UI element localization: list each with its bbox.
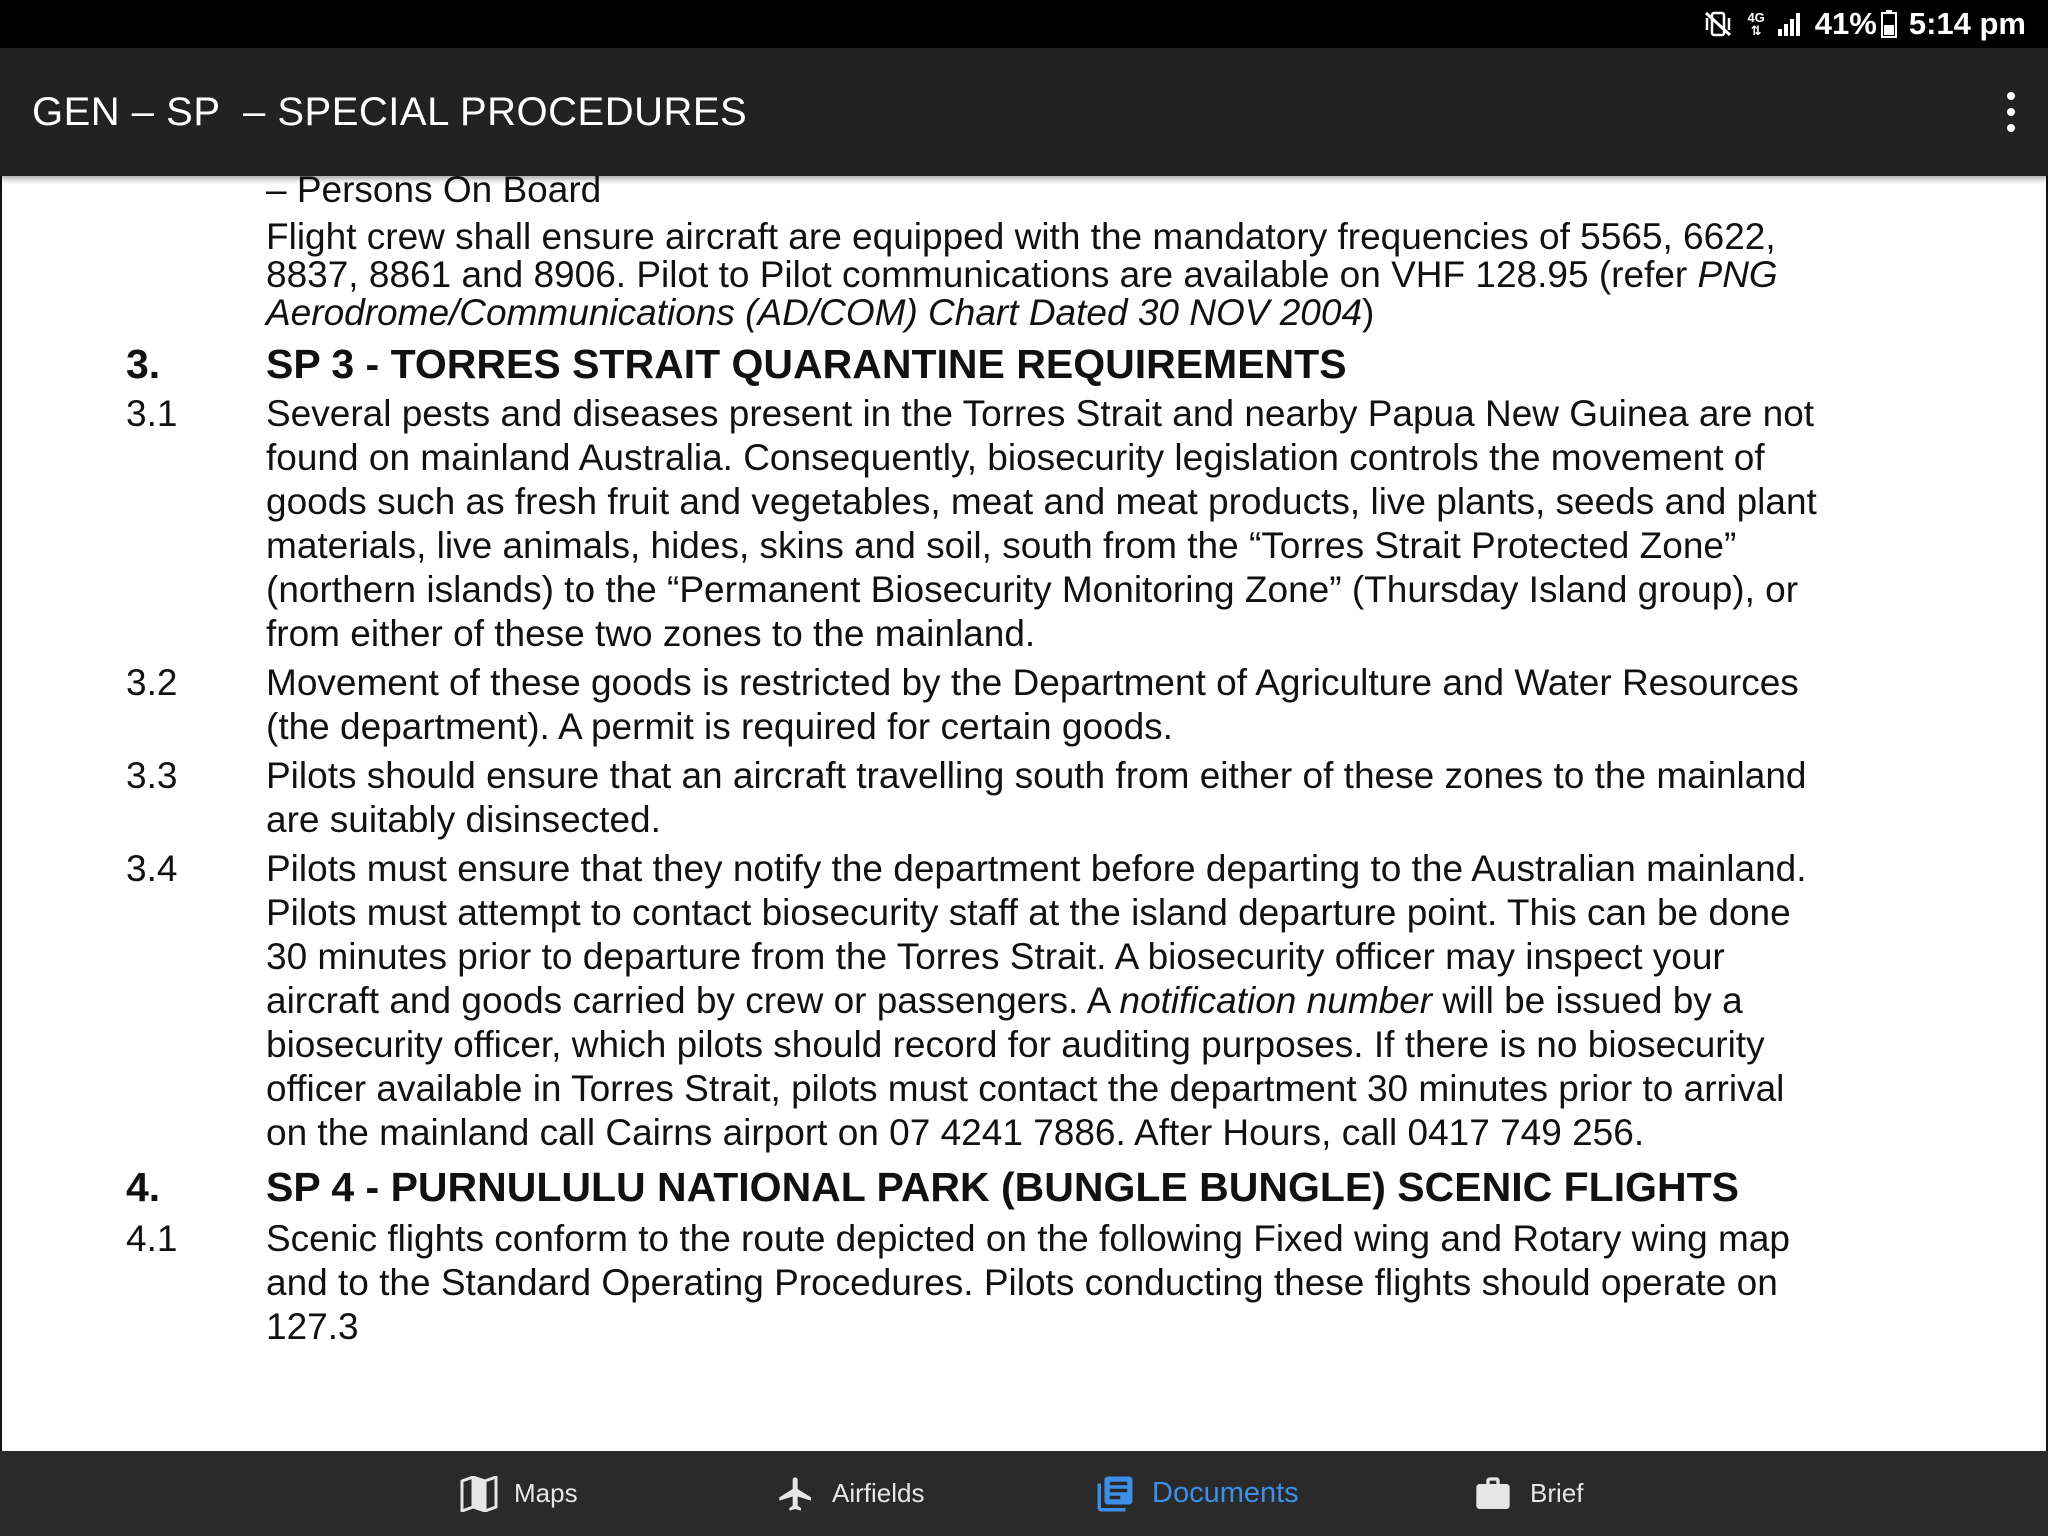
nav-brief[interactable] [1472, 1451, 1583, 1536]
nav-label: Brief [1530, 1478, 1584, 1508]
section-number: 3. [126, 341, 161, 387]
chart-reference: PNG Aerodrome/Communications (AD/COM) Chart Dated 30 NOV 2004 [266, 254, 1778, 333]
paragraph-text: Flight crew shall ensure aircraft are equipped with the mandatory frequencies of 5565, 6622, 8837, 8861 and 8906. Pilot to Pilot communications are available on VHF 128.95 (refer [266, 216, 1776, 295]
section-title: SP 4 - PURNULULU NATIONAL PARK (BUNGLE BUNGLE) SCENIC FLIGHTS [266, 1164, 1739, 1210]
paragraph-end: ) [1362, 292, 1375, 333]
document-viewer[interactable] [0, 176, 2048, 1451]
paragraph [2, 661, 2046, 749]
paragraph-text: Several pests and diseases present in the Torres Strait and nearby Papua New Guinea are not found on mainland Australia. Consequently, biosecurity legislation controls the movement of goods such as fresh fruit and vegetables, meat and meat products, live plants, seeds and plant materials, live animals, hides, skins and soil, south from the “Torres Strait Protected Zone” (northern islands) to the “Permanent Biosecurity Monitoring Zone” (Thursday Island group), or from either of these two zones to the mainland. [266, 393, 1817, 654]
paragraph [2, 392, 2046, 656]
signal-icon [1777, 11, 1803, 37]
more-vert-dot [2007, 124, 2015, 132]
documents-icon [1094, 1473, 1136, 1515]
document-page [2, 176, 2046, 1349]
briefcase-icon [1472, 1474, 1514, 1514]
paragraph-text [266, 847, 1826, 1155]
paragraph-number: 4.1 [126, 1218, 178, 1259]
section-number: 4. [126, 1164, 161, 1210]
battery-percent: 41% [1814, 6, 1877, 41]
mute-vibrate-icon [1703, 10, 1733, 38]
nav-label: Maps [514, 1478, 578, 1508]
paragraph-number: 3.4 [126, 848, 178, 889]
paragraph-text-part: Pilots must ensure that they notify the department before departing to the Australian mainland. Pilots must attempt to contact biosecurity staff at the island departure point. This can be done 30 minutes prior to departure from the Torres Strait. A biosecurity officer may inspect your aircraft and goods carried by crew or passengers. A [266, 848, 1807, 1021]
more-vert-dot [2007, 108, 2015, 116]
section-heading [2, 1163, 2046, 1211]
app-bar [0, 48, 2048, 176]
paragraph-number: 3.1 [126, 393, 178, 434]
status-bar [0, 0, 2048, 48]
page-title: GEN – SP – SPECIAL PROCEDURES [32, 89, 748, 134]
more-options-button[interactable] [1996, 88, 2026, 136]
nav-airfields[interactable] [776, 1451, 924, 1536]
network-type-indicator [1747, 11, 1764, 37]
section-heading [2, 340, 2046, 388]
paragraph-text: Movement of these goods is restricted by the Department of Agriculture and Water Resources (the department). A permit is required for certain goods. [266, 662, 1799, 747]
battery-icon [1881, 10, 1897, 38]
map-icon [460, 1476, 498, 1512]
network-type-label: 4G [1747, 10, 1765, 25]
paragraph-text: Scenic flights conform to the route depicted on the following Fixed wing and Rotary wing map and to the Standard Operating Procedures. Pilots conducting these flights should operate on 127.3 [266, 1218, 1790, 1347]
section-title: SP 3 - TORRES STRAIT QUARANTINE REQUIREMENTS [266, 341, 1347, 387]
paragraph-text-part: will be issued by a biosecurity officer, which pilots should record for auditing purposes. If there is no biosecurity officer available in Torres Strait, pilots must contact the department 30 minutes prior to arrival on the mainland call Cairns airport on 07 4241 7886. After Hours, call 0417 749 256. [266, 980, 1785, 1153]
paragraph [2, 847, 2046, 1155]
nav-label: Airfields [832, 1478, 925, 1508]
paragraph [2, 754, 2046, 842]
airplane-icon [776, 1474, 816, 1514]
data-arrows-icon: ⇅ [1750, 23, 1762, 38]
clock: 5:14 pm [1908, 6, 2026, 41]
paragraph-number: 3.3 [126, 755, 178, 796]
paragraph-number: 3.2 [126, 662, 178, 703]
more-vert-icon [2007, 92, 2015, 100]
paragraph-text: Pilots should ensure that an aircraft travelling south from either of these zones to the mainland are suitably disinsected. [266, 755, 1807, 840]
nav-maps[interactable] [460, 1451, 578, 1536]
nav-label: Documents [1152, 1477, 1299, 1509]
paragraph [2, 1217, 2046, 1349]
frequency-paragraph [266, 218, 1826, 332]
list-item: – Persons On Board [266, 176, 602, 210]
nav-documents[interactable] [1094, 1451, 1299, 1536]
bottom-navigation [0, 1451, 2048, 1536]
notification-number-term: notification number [1119, 980, 1433, 1021]
